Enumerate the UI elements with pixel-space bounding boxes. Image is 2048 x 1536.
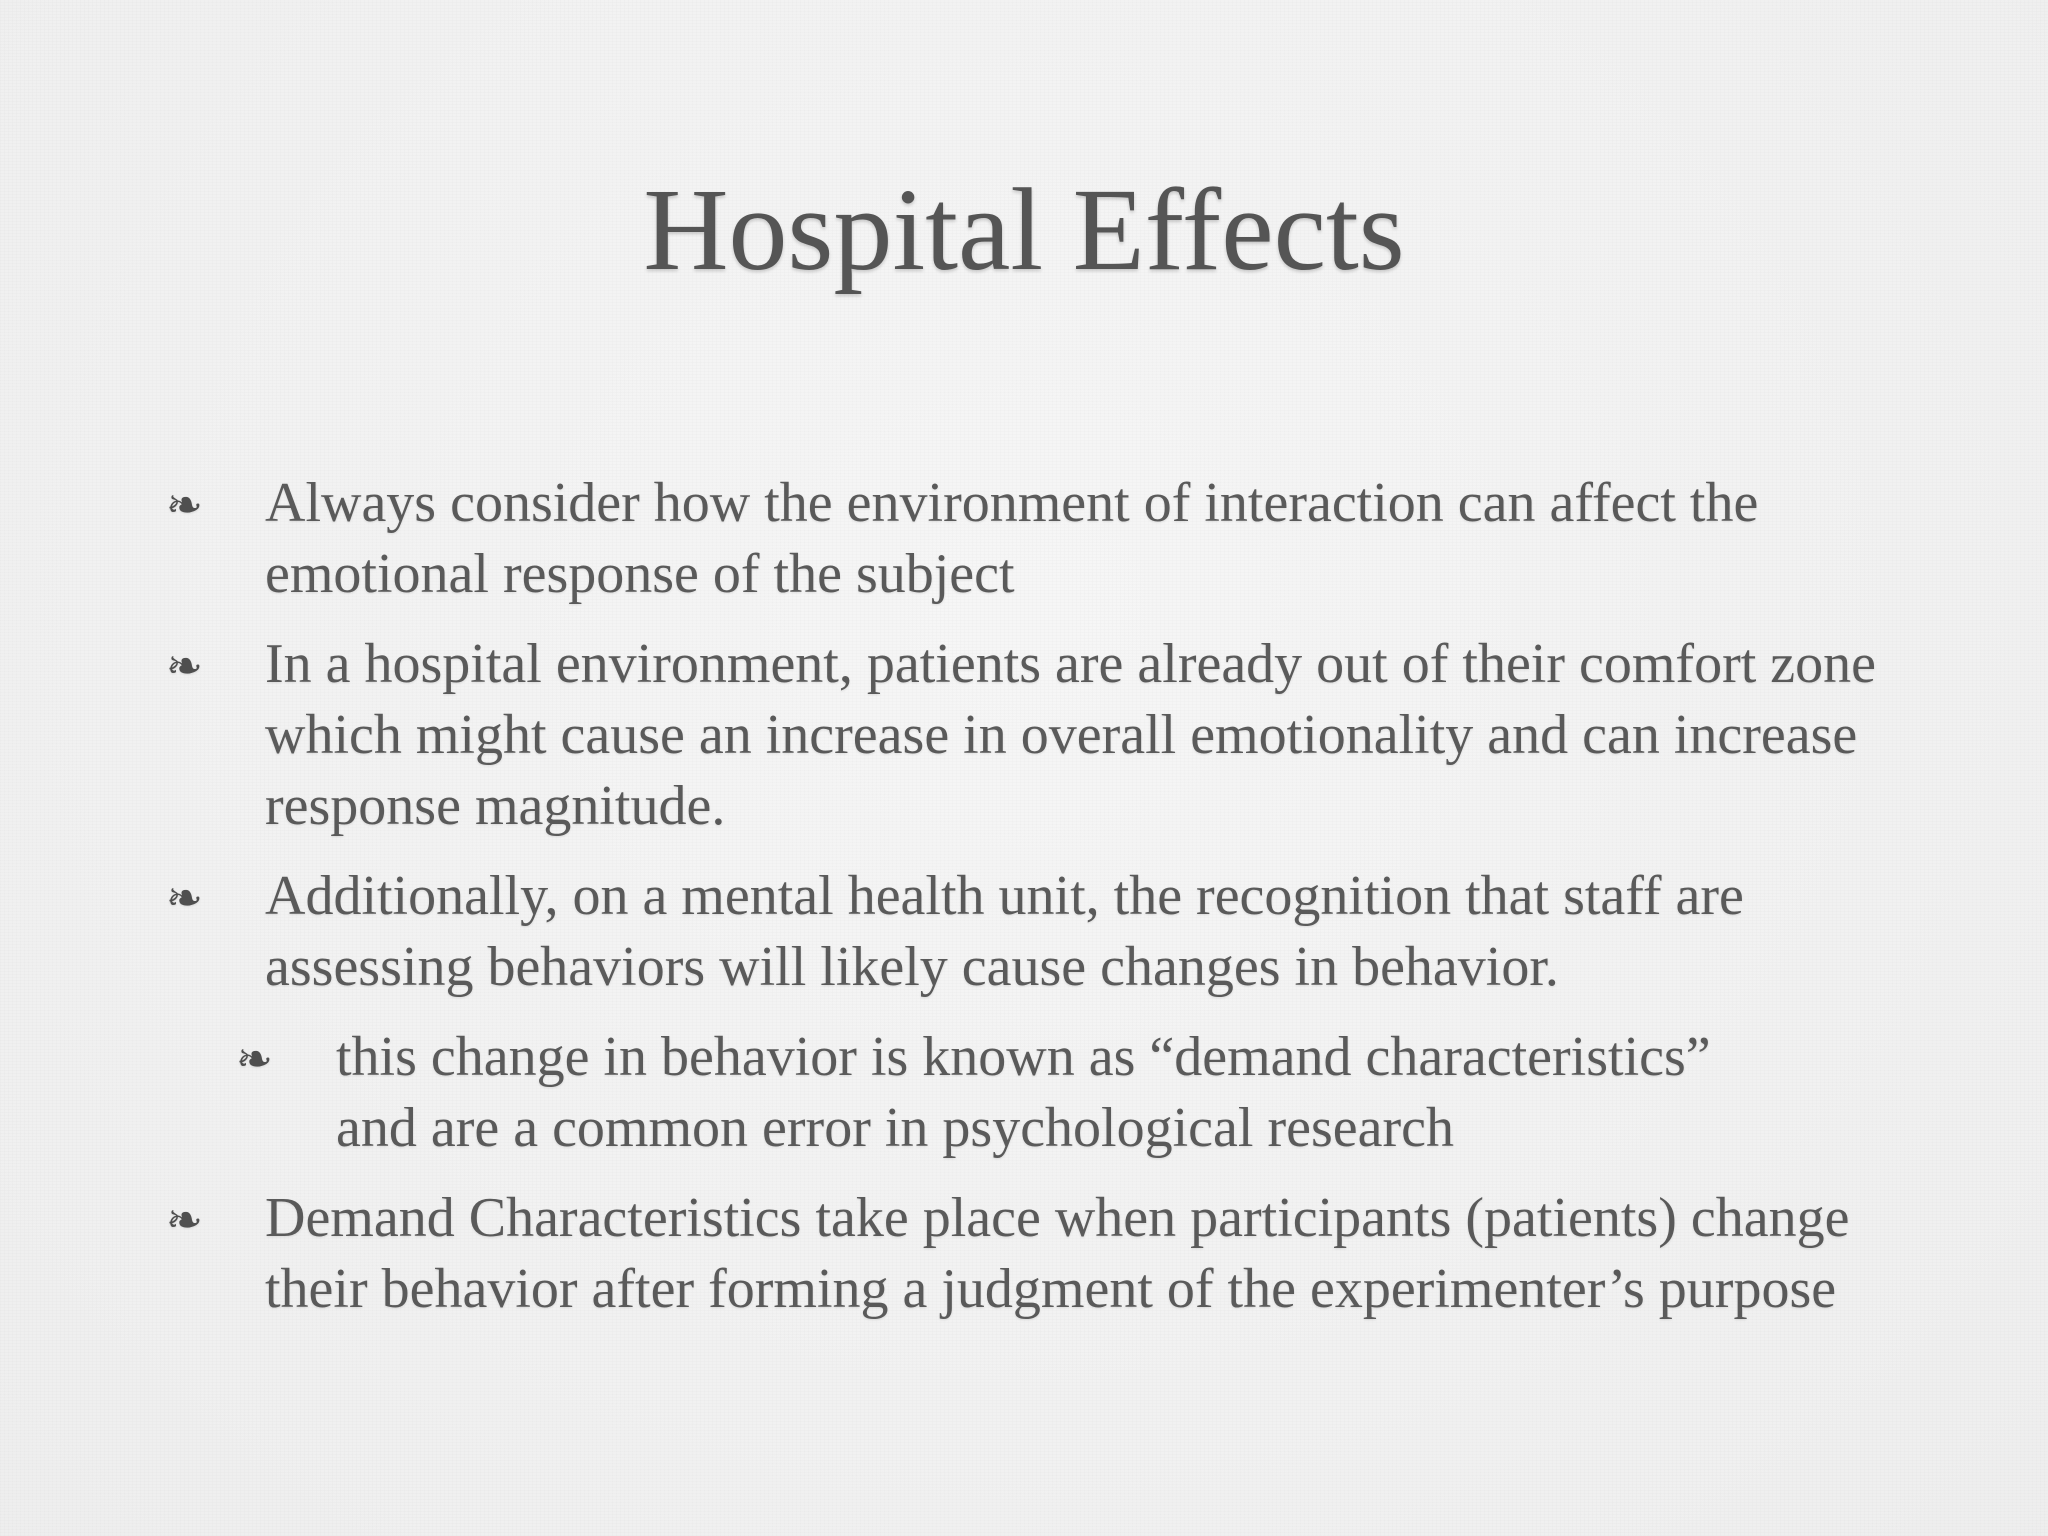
sub-bullet-text: this change in behavior is known as “demand characteristics” and are a common error in psychological research <box>336 1026 1711 1159</box>
fleuron-bullet-icon: ❧ <box>166 481 203 530</box>
fleuron-bullet-icon: ❧ <box>166 1196 203 1245</box>
fleuron-bullet-icon: ❧ <box>166 642 203 691</box>
bullet-text: Always consider how the environment of interaction can affect the emotional response of the subject <box>265 472 1759 605</box>
bullet-text: Demand Characteristics take place when participants (patients) change their behavior after forming a judgment of the experimenter’s purpose <box>265 1187 1850 1320</box>
bullet-item <box>0 861 1885 1003</box>
fleuron-bullet-icon: ❧ <box>166 874 203 923</box>
bullet-item <box>0 629 1885 842</box>
bullet-item <box>0 1183 1885 1325</box>
bullet-text: Additionally, on a mental health unit, the recognition that staff are assessing behaviors will likely cause changes in behavior. <box>265 865 1744 998</box>
slide-title: Hospital Effects <box>643 164 1405 295</box>
bullet-item <box>0 468 1885 610</box>
bullet-text: In a hospital environment, patients are already out of their comfort zone which might cause an increase in overall emotionality and can increase response magnitude. <box>265 633 1876 837</box>
sub-bullet-item <box>0 1022 1786 1164</box>
bullet-list <box>0 468 2048 1344</box>
fleuron-bullet-icon: ❧ <box>236 1035 273 1084</box>
